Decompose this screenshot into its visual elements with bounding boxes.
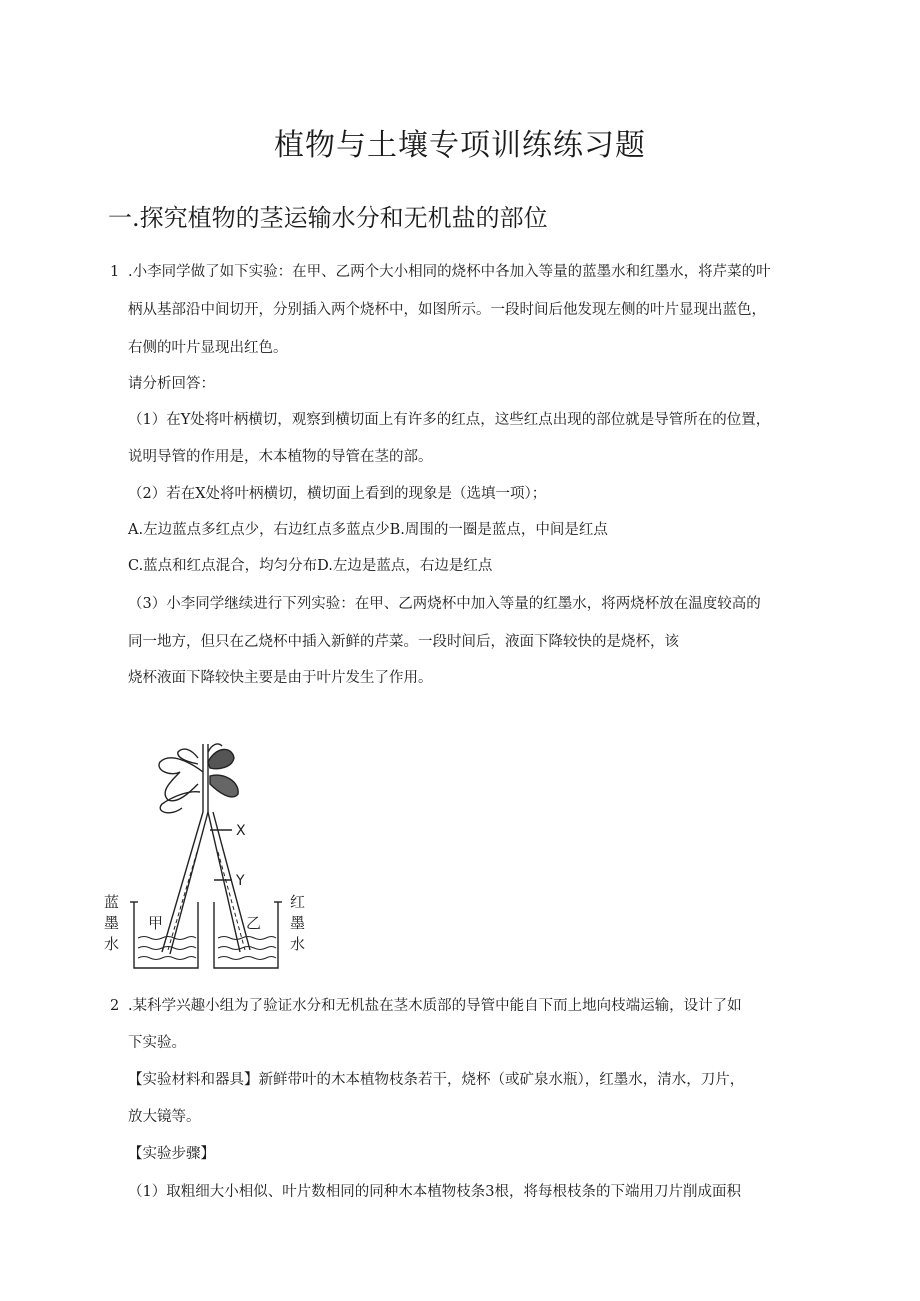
question-text-line: .某科学兴趣小组为了验证水分和无机盐在茎木质部的导管中能自下而上地向枝端运输，设计了如 [128,998,742,1014]
celery-experiment-figure [100,742,315,974]
sub-question-3-cont: 烧杯液面下降较快主要是由于叶片发生了作用。 [128,670,433,686]
question-text-line: 下实验。 [128,1035,186,1051]
left-ink-char: 水 [104,935,120,953]
right-ink-char: 水 [290,935,306,953]
question-text-line: .小李同学做了如下实验：在甲、乙两个大小相同的烧杯中各加入等量的蓝墨水和红墨水，将芹菜的叶 [128,264,771,280]
label-y: Y [236,873,245,889]
materials-text: 【实验材料和器具】新鲜带叶的木本植物枝条若干，烧杯（或矿泉水瓶），红墨水，清水，刀片， [128,1072,745,1088]
beaker-left-label: 甲 [148,914,164,932]
option-cd: C.蓝点和红点混合，均匀分布D.左边是蓝点，右边是红点 [128,558,493,574]
sub-question-1-cont: 说明导管的作用是，木本植物的导管在茎的部。 [128,449,433,465]
prompt-text: 请分析回答： [128,376,215,392]
sub-question-2: （2）若在X处将叶柄横切，横切面上看到的现象是（选填一项）； [128,486,547,502]
beaker-right-label: 乙 [246,914,262,932]
question-text-line: 柄从基部沿中间切开，分别插入两个烧杯中，如图所示。一段时间后他发现左侧的叶片显现出蓝色， [128,302,766,318]
step-1-text: （1）取粗细大小相似、叶片数相同的同种木本植物枝条3根，将每根枝条的下端用刀片削成面积 [128,1184,741,1200]
question-number: 1 [110,264,120,280]
steps-heading: 【实验步骤】 [128,1146,215,1162]
section-heading: 一.探究植物的茎运输水分和无机盐的部位 [108,204,548,232]
label-x: X [236,823,246,839]
option-ab: A.左边蓝点多红点少，右边红点多蓝点少B.周围的一圈是蓝点，中间是红点 [128,522,608,538]
page-title: 植物与土壤专项训练练习题 [274,128,646,163]
question-text-line: 右侧的叶片显现出红色。 [128,340,288,356]
right-ink-char: 红 [290,893,306,911]
sub-question-1: （1）在Y处将叶柄横切，观察到横切面上有许多的红点，这些红点出现的部位就是导管所在的位置， [128,412,771,428]
right-ink-char: 墨 [290,914,306,932]
sub-question-3-cont: 同一地方，但只在乙烧杯中插入新鲜的芹菜。一段时间后，液面下降较快的是烧杯，该 [128,634,679,650]
materials-text-cont: 放大镜等。 [128,1109,201,1125]
sub-question-3: （3）小李同学继续进行下列实验：在甲、乙两烧杯中加入等量的红墨水，将两烧杯放在温度较高的 [128,596,761,612]
question-number: 2 [110,998,120,1014]
celery-diagram-icon [100,742,315,974]
left-ink-char: 墨 [104,914,120,932]
left-ink-char: 蓝 [104,893,120,911]
